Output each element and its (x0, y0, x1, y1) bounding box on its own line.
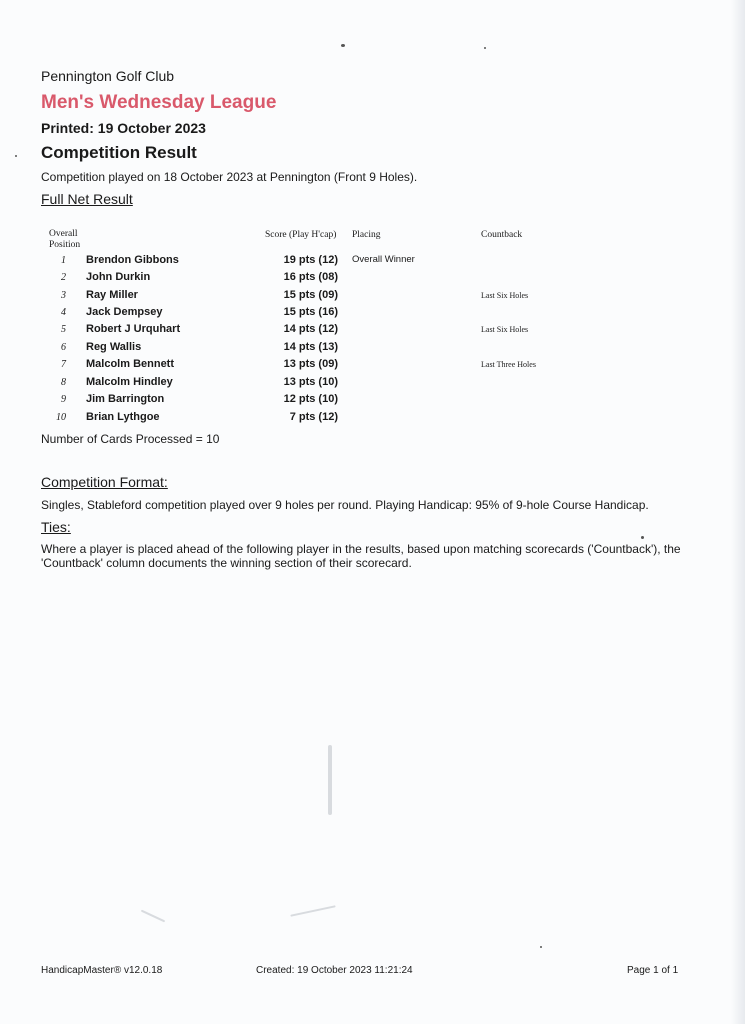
player-score: 13 pts (09) (283, 358, 338, 370)
result-row (0, 253, 745, 270)
result-row (0, 357, 745, 374)
result-position: 4 (61, 307, 66, 318)
player-name: Ray Miller (86, 289, 138, 301)
result-row (0, 410, 745, 427)
scan-smudge (141, 910, 165, 923)
scan-speck (341, 44, 345, 47)
player-countback: Last Six Holes (481, 325, 529, 334)
footer-page-number: Page 1 of 1 (627, 965, 679, 976)
player-score: 7 pts (12) (289, 411, 338, 423)
player-score: 16 pts (08) (283, 271, 338, 283)
club-name: Pennington Golf Club (41, 68, 175, 84)
player-countback: Last Six Holes (481, 291, 529, 300)
result-row (0, 305, 745, 322)
result-row (0, 322, 745, 339)
result-position: 9 (61, 394, 66, 405)
scan-smudge (328, 745, 332, 815)
scan-speck (484, 47, 486, 49)
full-net-result-heading: Full Net Result (41, 191, 133, 207)
player-name: Brendon Gibbons (86, 254, 179, 266)
player-score: 14 pts (13) (283, 341, 338, 353)
footer-created-timestamp: Created: 19 October 2023 11:21:24 (256, 965, 413, 976)
scan-speck (641, 536, 644, 539)
result-row (0, 392, 745, 409)
result-row (0, 270, 745, 287)
result-position: 7 (61, 359, 66, 370)
player-score: 15 pts (09) (283, 289, 338, 301)
footer-software-version: HandicapMaster® v12.0.18 (41, 965, 163, 976)
ties-text: Where a player is placed ahead of the following player in the results, based upon matching scorecards ('Countback'), the 'Countback' column documents the winning section of their scorecard. (41, 542, 681, 570)
column-header-score: Score (Play H'cap) (265, 230, 337, 240)
player-name: Brian Lythgoe (86, 411, 160, 423)
player-name: Jack Dempsey (86, 306, 163, 318)
result-position: 3 (61, 290, 66, 301)
player-score: 19 pts (12) (283, 254, 338, 266)
player-score: 14 pts (12) (283, 323, 338, 335)
column-header-countback: Countback (481, 230, 523, 240)
player-name: John Durkin (86, 271, 151, 283)
result-row (0, 288, 745, 305)
result-position: 2 (61, 272, 66, 283)
printed-date: Printed: 19 October 2023 (41, 120, 206, 136)
column-header-position-line2: Position (49, 240, 81, 250)
scan-speck (15, 155, 17, 157)
ties-heading: Ties: (41, 519, 71, 535)
player-name: Malcolm Bennett (86, 358, 175, 370)
result-position: 6 (61, 342, 66, 353)
player-score: 15 pts (16) (283, 306, 338, 318)
result-position: 8 (61, 377, 66, 388)
competition-format-text: Singles, Stableford competition played over 9 holes per round. Playing Handicap: 95% of 9-hole Course Handicap. (41, 498, 649, 512)
result-position: 10 (56, 412, 66, 423)
player-name: Malcolm Hindley (86, 376, 173, 388)
column-header-placing: Placing (352, 230, 381, 240)
player-name: Jim Barrington (86, 393, 165, 405)
result-row (0, 375, 745, 392)
scan-edge-shadow (731, 0, 745, 1024)
player-score: 12 pts (10) (283, 393, 338, 405)
scan-speck (540, 946, 542, 948)
column-header-position-line1: Overall (49, 229, 78, 239)
result-position: 5 (61, 324, 66, 335)
result-position: 1 (61, 255, 66, 266)
player-score: 13 pts (10) (283, 376, 338, 388)
player-placing: Overall Winner (352, 254, 415, 265)
competition-format-heading: Competition Format: (41, 474, 168, 490)
league-title: Men's Wednesday League (41, 92, 277, 113)
competition-played-line: Competition played on 18 October 2023 at Pennington (Front 9 Holes). (41, 170, 418, 184)
result-row (0, 340, 745, 357)
competition-title: Competition Result (41, 143, 197, 162)
column-header-position (49, 229, 80, 251)
player-name: Reg Wallis (86, 341, 142, 353)
cards-processed: Number of Cards Processed = 10 (41, 432, 220, 446)
player-name: Robert J Urquhart (86, 323, 181, 335)
player-countback: Last Three Holes (481, 360, 536, 369)
scan-smudge (290, 905, 335, 917)
